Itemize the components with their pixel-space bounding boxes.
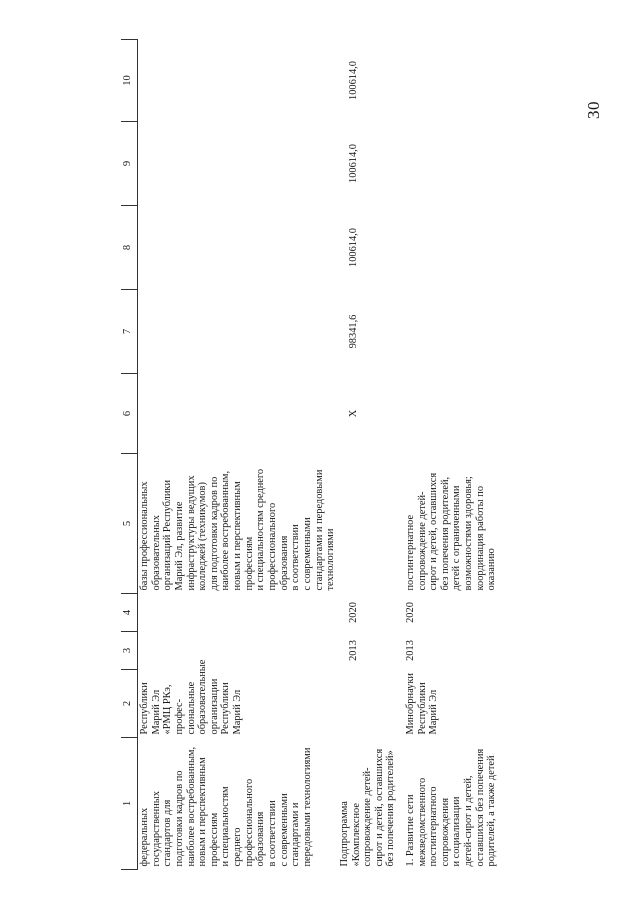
page-number: 30 [584, 101, 603, 119]
table-body [138, 40, 514, 870]
cell-text-line: сирот и детей, оставшихся [373, 748, 385, 867]
cell-text-line: подготовки кадров по [173, 770, 185, 867]
cell-text-line: профессионального [267, 502, 279, 591]
cell-text-line: оставшихся без попечения [474, 748, 486, 867]
table-cell [338, 40, 404, 122]
table-row [404, 40, 514, 870]
column-header: 5 [121, 454, 138, 594]
column-header: 7 [121, 290, 138, 374]
cell-value: 100614,0 [347, 144, 359, 183]
table-cell [404, 454, 514, 594]
cell-value: Х [347, 409, 359, 418]
cell-text-line: образования [255, 811, 267, 867]
table-cell [338, 632, 404, 670]
table-cell [138, 659, 338, 738]
cell-text-line: образования [278, 535, 290, 591]
cell-value: 2013 [404, 640, 416, 661]
cell-text-line: сопровождение детей- [362, 767, 374, 867]
cell-text-line: государственных [150, 791, 162, 867]
cell-text-line: сирот и детей, оставшихся [428, 472, 440, 591]
table-cell [138, 594, 338, 632]
cell-text-line: наиболее востребованным, [185, 746, 197, 867]
cell-text-line: без попечения родителей» [385, 750, 397, 867]
table-cell [138, 206, 338, 290]
cell-text-line: с современными [278, 793, 290, 867]
column-header: 8 [121, 206, 138, 290]
cell-text-line: базы профессиональных [139, 481, 150, 591]
cell-text-line: Республики [416, 682, 428, 735]
table-cell [138, 40, 338, 122]
cell-text-line: колледжей (техникумов) [197, 482, 209, 591]
cell-text-line: постинтернатное [404, 514, 416, 591]
table-cell [138, 290, 338, 374]
table-cell [338, 738, 404, 870]
table-cell [404, 594, 514, 632]
cell-text-line: технологиями [325, 528, 337, 591]
cell-text-line: организации [208, 678, 220, 735]
cell-text-line: «РМЦ РКэ, [162, 684, 174, 735]
table-cell [338, 122, 404, 206]
cell-text-line: профессиям [243, 536, 255, 591]
cell-text-line: стандартами и [290, 802, 302, 867]
cell-text-line: возможностями здоровья; [463, 476, 475, 591]
cell-text-line: межведомственного [416, 777, 428, 867]
cell-text-line: профес- [173, 698, 185, 735]
table-row [138, 40, 338, 870]
cell-text-line: с современными [301, 517, 313, 591]
cell-text-line: Подпрограмма [338, 801, 350, 867]
cell-text-line: среднего [232, 827, 244, 867]
table-cell [338, 670, 404, 738]
table-cell [404, 40, 514, 122]
cell-text-line: и специальностям среднего [255, 468, 267, 591]
cell-text-line: организаций Республики [162, 479, 174, 591]
rotated-table-frame [121, 40, 498, 870]
cell-text-line: «Комплексное [350, 803, 362, 867]
cell-text-line: постинтернатного [428, 786, 440, 867]
cell-value: 2020 [404, 602, 416, 623]
column-header: 9 [121, 122, 138, 206]
table-cell [138, 122, 338, 206]
cell-text-line: Марий Эл [232, 689, 244, 735]
table-cell [404, 670, 514, 738]
cell-text-line: стандартов для [162, 799, 174, 867]
table-cell [338, 454, 404, 594]
table-cell [338, 374, 404, 454]
program-table [121, 39, 514, 870]
table-cell [404, 632, 514, 670]
cell-text-line: 1. Развитие сети [404, 794, 416, 867]
cell-text-line: стандартами и передовыми [313, 469, 325, 591]
cell-text-line: Марий Эл [150, 689, 162, 735]
cell-value: 100614,0 [347, 61, 359, 100]
column-header: 3 [121, 632, 138, 670]
cell-text-line: Республики [220, 682, 232, 735]
cell-text-line: образовательные [197, 659, 209, 735]
table-cell [138, 454, 338, 594]
cell-text-line: образовательных [150, 515, 162, 591]
cell-text-line: передовыми технологиями [301, 747, 313, 867]
header-row [121, 40, 138, 870]
table-cell [404, 122, 514, 206]
cell-text-line: и специальностям [220, 786, 232, 867]
table-cell [338, 206, 404, 290]
cell-text-line: для подготовки кадров по [208, 476, 220, 591]
cell-text-line: наиболее востребованным, [220, 470, 232, 591]
cell-text-line: координация работы по [474, 485, 486, 591]
cell-text-line: оказанию [486, 548, 498, 591]
cell-text-line: профессиям [208, 812, 220, 867]
column-header: 2 [121, 670, 138, 738]
cell-text-line: и социализации [451, 796, 463, 867]
cell-text-line: детей с ограниченными [451, 485, 463, 591]
cell-text-line: сопровождение детей- [416, 491, 428, 591]
cell-text-line: сопровождения [439, 797, 451, 867]
column-header: 4 [121, 594, 138, 632]
cell-text-line: Минобрнауки [404, 673, 416, 735]
table-cell [138, 374, 338, 454]
column-header: 10 [121, 40, 138, 122]
table-cell [338, 594, 404, 632]
table-cell [138, 738, 338, 870]
table-row [338, 40, 404, 870]
cell-value: 100614,0 [347, 228, 359, 267]
cell-text-line: профессионального [243, 778, 255, 867]
table-cell [404, 206, 514, 290]
column-header: 1 [121, 738, 138, 870]
cell-text-line: инфраструктуры ведущих [185, 475, 197, 591]
cell-text-line: родителей, а также детей [486, 755, 498, 867]
table-cell [338, 290, 404, 374]
cell-text-line: без попечения родителей, [439, 476, 451, 591]
table-cell [404, 738, 514, 870]
cell-value: 2020 [347, 602, 359, 623]
cell-text-line: новым и перспективным [232, 481, 244, 591]
table-cell [404, 290, 514, 374]
cell-text-line: в соответствии [290, 524, 302, 591]
cell-text-line: федеральных [139, 807, 150, 867]
cell-text-line: Марий Эл [428, 689, 440, 735]
column-header: 6 [121, 374, 138, 454]
cell-text-line: в соответствии [267, 800, 279, 867]
cell-text-line: новым и перспективным [197, 757, 209, 867]
cell-text-line: сиональные [185, 681, 197, 735]
cell-text-line: детей-сирот и детей, [463, 775, 475, 867]
cell-text-line: Республики [139, 682, 150, 735]
cell-value: 98341,6 [347, 314, 359, 349]
table-cell [138, 632, 338, 670]
table-cell [404, 374, 514, 454]
cell-text-line: Марий Эл, развитие [173, 501, 185, 591]
cell-value: 2013 [347, 640, 359, 661]
